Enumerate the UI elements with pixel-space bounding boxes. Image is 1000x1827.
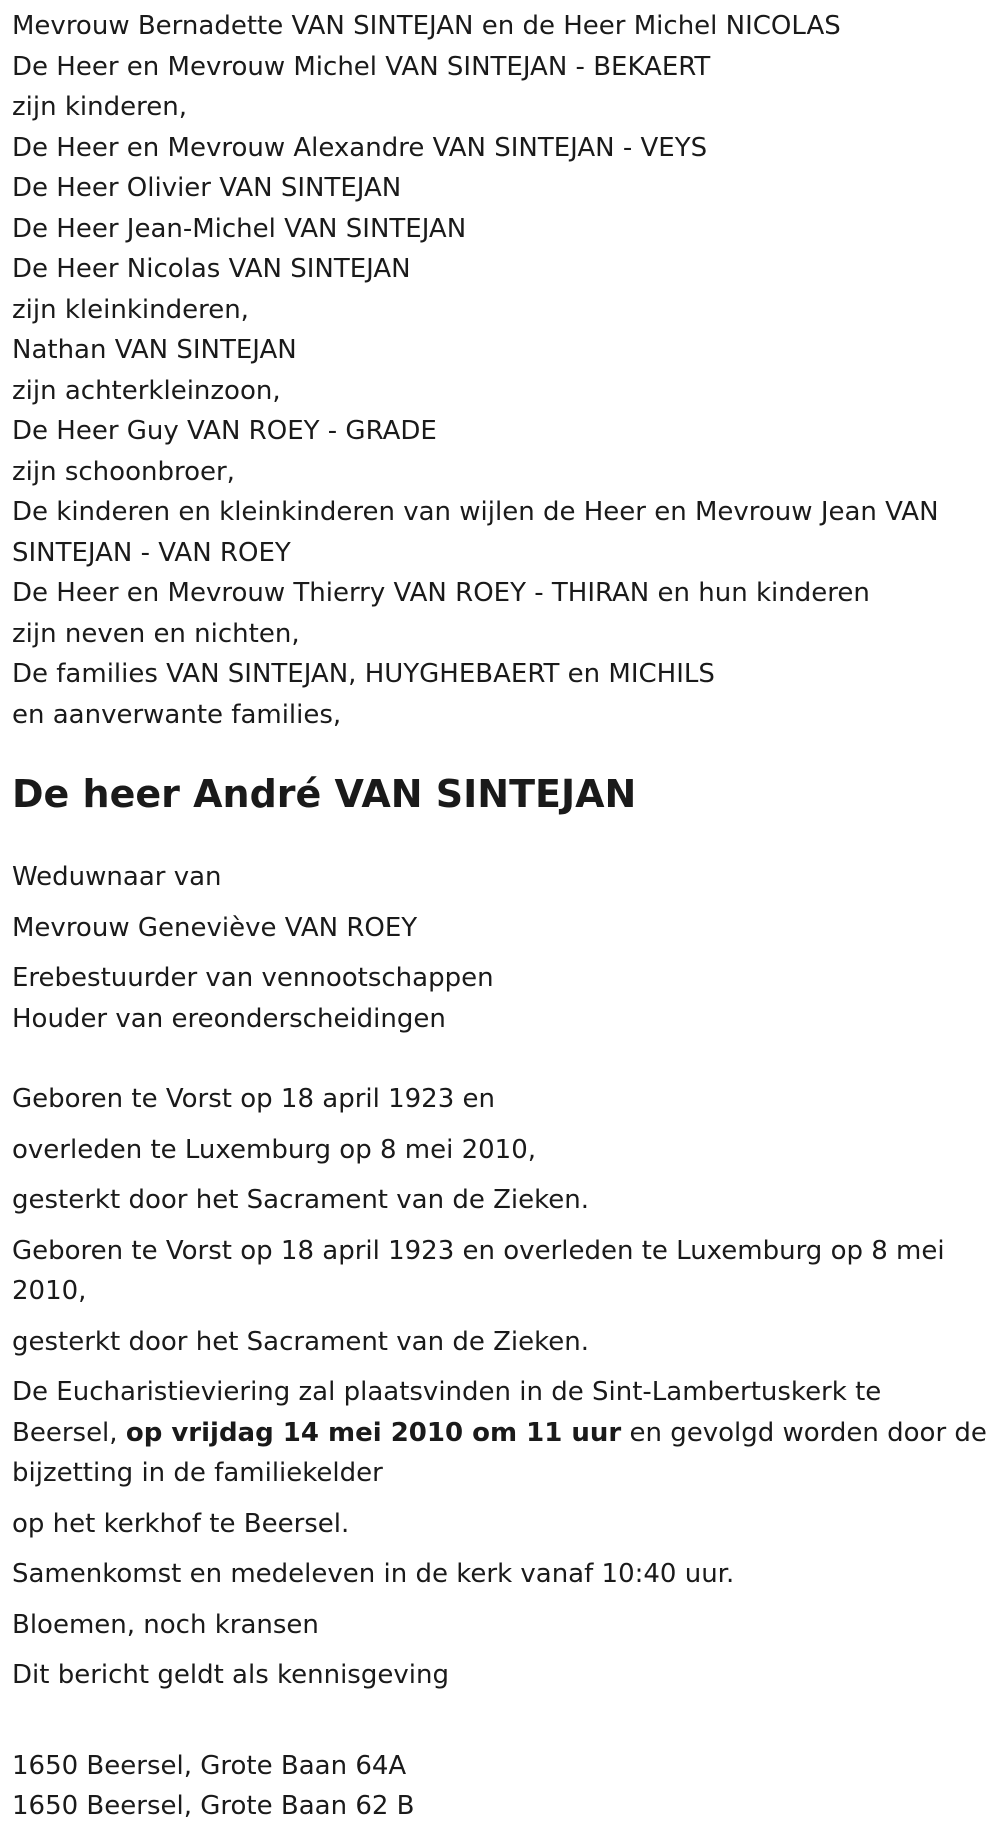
flowers-line: Bloemen, noch kransen: [12, 1609, 319, 1640]
born-died-line: 2010,: [12, 1276, 87, 1306]
family-line: De Heer en Mevrouw Alexandre VAN SINTEJAN - VEYS: [12, 132, 708, 163]
family-line: zijn neven en nichten,: [12, 618, 300, 649]
family-line: De Heer Nicolas VAN SINTEJAN: [12, 254, 411, 284]
born-died-paragraph: [12, 1231, 988, 1312]
family-line: zijn schoonbroer,: [12, 456, 235, 487]
address-line: 1650 Beersel, Grote Baan 62 B: [12, 1791, 415, 1821]
spouse-name: Mevrouw Geneviève VAN ROEY: [12, 912, 418, 943]
family-line: en aanverwante families,: [12, 699, 342, 730]
mass-line: bijzetting in de familiekelder: [12, 1458, 383, 1488]
family-line: Mevrouw Bernadette VAN SINTEJAN en de Heer Michel NICOLAS: [12, 11, 841, 41]
addresses-block: [12, 1746, 988, 1827]
died-line: overleden te Luxemburg op 8 mei 2010,: [12, 1134, 537, 1165]
title-line: Erebestuurder van vennootschappen: [12, 963, 494, 993]
notice-line: Dit bericht geldt als kennisgeving: [12, 1660, 449, 1690]
mass-paragraph: [12, 1372, 988, 1494]
family-line: Nathan VAN SINTEJAN: [12, 335, 297, 365]
title-line: Houder van ereonderscheidingen: [12, 1003, 446, 1034]
titles-block: [12, 958, 988, 1039]
family-line: De Heer en Mevrouw Michel VAN SINTEJAN - BEKAERT: [12, 51, 711, 82]
family-line: De kinderen en kleinkinderen van wijlen de Heer en Mevrouw Jean VAN: [12, 497, 939, 527]
family-line: SINTEJAN - VAN ROEY: [12, 537, 291, 568]
family-line: zijn kinderen,: [12, 92, 187, 122]
mass-line: [12, 1413, 988, 1454]
mass-location: Beersel,: [12, 1417, 126, 1448]
born-died-line: Geboren te Vorst op 18 april 1923 en overleden te Luxemburg op 8 mei: [12, 1235, 945, 1266]
born-line: Geboren te Vorst op 18 april 1923 en: [12, 1084, 496, 1114]
family-line: De Heer Olivier VAN SINTEJAN: [12, 173, 402, 203]
family-line: De Heer Guy VAN ROEY - GRADE: [12, 416, 437, 446]
family-list: [12, 0, 988, 735]
sacrament-line: gesterkt door het Sacrament van de Zieken.: [12, 1326, 589, 1357]
deceased-name: De heer André VAN SINTEJAN: [12, 772, 637, 816]
family-line: zijn kleinkinderen,: [12, 294, 249, 325]
widower-of: Weduwnaar van: [12, 862, 222, 892]
family-line: zijn achterkleinzoon,: [12, 375, 281, 406]
burial-line: op het kerkhof te Beersel.: [12, 1508, 350, 1539]
gathering-line: Samenkomst en medeleven in de kerk vanaf 10:40 uur.: [12, 1559, 735, 1589]
mass-continuation: en gevolgd worden door de: [621, 1417, 987, 1448]
sacrament-line: gesterkt door het Sacrament van de Zieken.: [12, 1185, 589, 1215]
family-line: De families VAN SINTEJAN, HUYGHEBAERT en MICHILS: [12, 659, 715, 689]
family-line: De Heer Jean-Michel VAN SINTEJAN: [12, 213, 467, 244]
mass-line: De Eucharistieviering zal plaatsvinden in de Sint-Lambertuskerk te: [12, 1377, 882, 1407]
family-line: De Heer en Mevrouw Thierry VAN ROEY - THIRAN en hun kinderen: [12, 578, 870, 608]
address-line: 1650 Beersel, Grote Baan 64A: [12, 1750, 407, 1781]
mass-date-time: op vrijdag 14 mei 2010 om 11 uur: [125, 1417, 622, 1448]
